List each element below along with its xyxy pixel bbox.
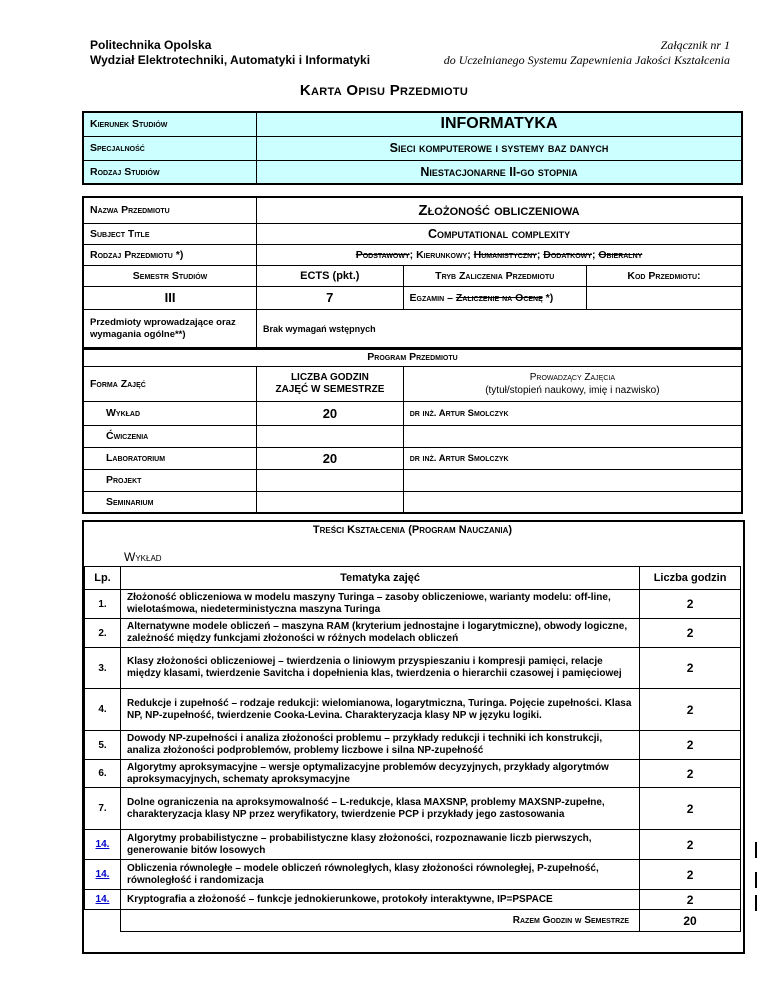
kierunek-label: Kierunek Studiów xyxy=(83,112,257,136)
razem-value: 20 xyxy=(640,910,741,932)
tryb-separator: – xyxy=(444,291,456,304)
row-6-temat: Algorytmy aproksymacyjne – wersje optymalizacyjne problemów decyzyjnych, przykłady algorytmów aproksymacyjnych, schematy aproksymacyjne xyxy=(120,760,639,788)
prowadzacy-projekt xyxy=(403,469,742,491)
row-8-temat: Algorytmy probabilistyczne – probabilistyczne klasy złożoności, rozpoznawanie liczb pierwszych, generowanie bitów losowych xyxy=(120,830,639,860)
opt-podstawowy: Podstawowy xyxy=(355,248,410,261)
rodzaj-studiow-value: Niestacjonarne II-go stopnia xyxy=(257,160,742,184)
wyklad-section-label: Wykład xyxy=(124,550,162,564)
opt-humanistyczny: Humanistyczny xyxy=(473,248,537,261)
wymagania-value: Brak wymagań wstępnych xyxy=(257,309,742,349)
semestr-value: III xyxy=(83,286,257,309)
kierunek-value: INFORMATYKA xyxy=(257,112,742,136)
row-6-godz: 2 xyxy=(640,760,741,788)
faculty-name: Wydział Elektrotechniki, Automatyki i Informatyki xyxy=(90,53,371,67)
university-name: Politechnika Opolska xyxy=(90,38,212,52)
nazwa-label: Nazwa Przedmiotu xyxy=(83,197,257,223)
tryb-egzamin: Egzamin xyxy=(409,291,445,304)
row-9-lp-link[interactable]: 14. xyxy=(95,869,110,880)
program-table xyxy=(82,347,743,514)
forma-seminarium: Seminarium xyxy=(83,491,257,513)
row-9-lp[interactable] xyxy=(85,860,121,890)
godziny-laboratorium: 20 xyxy=(257,447,404,469)
godziny-seminarium xyxy=(257,491,404,513)
godziny-wyklad: 20 xyxy=(257,401,404,425)
ects-value: 7 xyxy=(257,286,403,309)
row-1-lp: 1. xyxy=(85,590,121,619)
opt-kierunkowy: Kierunkowy xyxy=(416,248,468,261)
row-9-temat: Obliczenia równoległe – modele obliczeń równoległych, klasy złożoności równoległej, P-zupełność, równoległość i randomizacja xyxy=(120,860,639,890)
kod-value xyxy=(586,286,742,309)
row-2-lp: 2. xyxy=(85,619,121,648)
row-3-lp: 3. xyxy=(85,648,121,689)
rodzaj-przedmiotu-label: Rodzaj Przedmiotu *) xyxy=(83,244,257,265)
opt-dodatkowy: Dodatkowy xyxy=(543,248,592,261)
row-4-lp: 4. xyxy=(85,689,121,731)
row-8-lp[interactable] xyxy=(85,830,121,860)
row-2-godz: 2 xyxy=(640,619,741,648)
row-7-godz: 2 xyxy=(640,788,741,830)
razem-label: Razem Godzin w Semestrze xyxy=(120,910,639,932)
prowadzacy-cwiczenia xyxy=(403,425,742,447)
tresci-title: Treści Kształcenia (Program Nauczania) xyxy=(312,524,513,536)
row-3-godz: 2 xyxy=(640,648,741,689)
prowadzacy-line1: Prowadzący Zajęcia xyxy=(529,371,616,383)
row-4-godz: 2 xyxy=(640,689,741,731)
rodzaj-przedmiotu-options: Podstawowy; Kierunkowy; Humanistyczny; Dodatkowy; Obieralny xyxy=(257,244,742,265)
tryb-zaliczenie: Zaliczenie na Ocenę xyxy=(455,291,543,304)
prowadzacy-line2: (tytuł/stopień naukowy, imię i nazwisko) xyxy=(485,384,660,396)
liczba-godzin-line2: ZAJĘĆ W SEMESTRZE xyxy=(275,383,385,395)
prowadzacy-header xyxy=(403,366,742,401)
course-info-table xyxy=(82,196,743,350)
row-5-godz: 2 xyxy=(640,731,741,760)
row-5-temat: Dowody NP-zupełności i analiza złożoności problemu – przykłady redukcji i techniki ich konstrukcji, analiza złożoności podproblemów, problemy liczbowe i silna NP-zupełność xyxy=(120,731,639,760)
col-liczba-godzin: Liczba godzin xyxy=(640,567,741,590)
row-10-godz: 2 xyxy=(640,890,741,910)
subject-title-label: Subject Title xyxy=(83,223,257,244)
semestr-label: Semestr Studiów xyxy=(83,265,257,286)
attachment-description: do Uczelnianego Systemu Zapewnienia Jakości Kształcenia xyxy=(443,53,730,67)
forma-projekt: Projekt xyxy=(83,469,257,491)
nazwa-value: Złożoność obliczeniowa xyxy=(257,197,742,223)
document-title: Karta Opisu Przedmiotu xyxy=(299,82,469,99)
row-8-godz: 2 xyxy=(640,830,741,860)
forma-cwiczenia: Ćwiczenia xyxy=(83,425,257,447)
col-lp: Lp. xyxy=(85,567,121,590)
forma-label: Forma Zajęć xyxy=(83,366,257,401)
row-7-temat: Dolne ograniczenia na aproksymowalność – L-redukcje, klasa MAXSNP, problemy MAXSNP-zupełne, charakteryzacja klasy NP przez weryfikatory, twierdzenie PCP i przykłady jego zastosowania xyxy=(120,788,639,830)
prowadzacy-seminarium xyxy=(403,491,742,513)
tryb-value xyxy=(403,286,586,309)
row-6-lp: 6. xyxy=(85,760,121,788)
subject-title-value: Computational complexity xyxy=(257,223,742,244)
tryb-label: Tryb Zaliczenia Przedmiotu xyxy=(403,265,586,286)
margin-mark-1 xyxy=(755,842,757,858)
row-7-lp: 7. xyxy=(85,788,121,830)
program-title: Program Przedmiotu xyxy=(83,348,742,366)
forma-wyklad: Wykład xyxy=(83,401,257,425)
ects-label: ECTS (pkt.) xyxy=(257,265,403,286)
row-2-temat: Alternatywne modele obliczeń – maszyna RAM (kryterium jednostajne i logarytmiczne), obwody logiczne, zależność między funkcjami złożoności w różnych modelach obliczeń xyxy=(120,619,639,648)
row-10-lp-link[interactable]: 14. xyxy=(95,894,110,905)
prowadzacy-laboratorium: dr inż. Artur Smolczyk xyxy=(403,447,742,469)
row-1-temat: Złożoność obliczeniowa w modelu maszyny Turinga – zasoby obliczeniowe, warianty modelu: off-line, wielotaśmowa, niedeterministyczna maszyna Turinga xyxy=(120,590,639,619)
row-1-godz: 2 xyxy=(640,590,741,619)
margin-mark-2 xyxy=(755,872,757,888)
row-5-lp: 5. xyxy=(85,731,121,760)
row-9-godz: 2 xyxy=(640,860,741,890)
attachment-number: Załącznik nr 1 xyxy=(660,38,730,52)
study-info-table xyxy=(82,111,743,185)
specjalnosc-value: Sieci komputerowe i systemy baz danych xyxy=(257,136,742,160)
specjalnosc-label: Specjalność xyxy=(83,136,257,160)
prowadzacy-wyklad: dr inż. Artur Smolczyk xyxy=(403,401,742,425)
attachment-header xyxy=(444,38,730,68)
col-tematyka: Tematyka zajęć xyxy=(120,567,639,590)
tryb-footnote: *) xyxy=(542,291,554,304)
margin-mark-3 xyxy=(755,895,757,911)
row-10-lp[interactable] xyxy=(85,890,121,910)
liczba-godzin-line1: LICZBA GODZIN xyxy=(290,371,369,383)
row-8-lp-link[interactable]: 14. xyxy=(95,839,110,850)
row-10-temat: Kryptografia a złożoność – funkcje jednokierunkowe, protokoły interaktywne, IP=PSPACE xyxy=(120,890,639,910)
wymagania-label: Przedmioty wprowadzające oraz wymagania ogólne**) xyxy=(83,309,257,349)
forma-laboratorium: Laboratorium xyxy=(83,447,257,469)
tresci-table xyxy=(84,566,741,932)
liczba-godzin-header xyxy=(257,366,404,401)
godziny-cwiczenia xyxy=(257,425,404,447)
rodzaj-studiow-label: Rodzaj Studiów xyxy=(83,160,257,184)
razem-spacer xyxy=(85,910,121,932)
row-3-temat: Klasy złożoności obliczeniowej – twierdzenia o liniowym przyspieszaniu i kompresji pamięci, relacje między klasami, twierdzenie Savitcha i dopełnienia klas, twierdzenia o hierarchii czasowej i pamięciowej xyxy=(120,648,639,689)
institution-header xyxy=(90,38,370,68)
godziny-projekt xyxy=(257,469,404,491)
opt-obieralny: Obieralny xyxy=(598,248,643,261)
row-4-temat: Redukcje i zupełność – rodzaje redukcji: wielomianowa, logarytmiczna, Turinga. Pojęcie zupełności. Klasa NP, NP-zupełność, twierdzenie Cooka-Levina. Charakteryzacja klasy NP w języku logiki. xyxy=(120,689,639,731)
kod-label: Kod Przedmiotu: xyxy=(586,265,742,286)
